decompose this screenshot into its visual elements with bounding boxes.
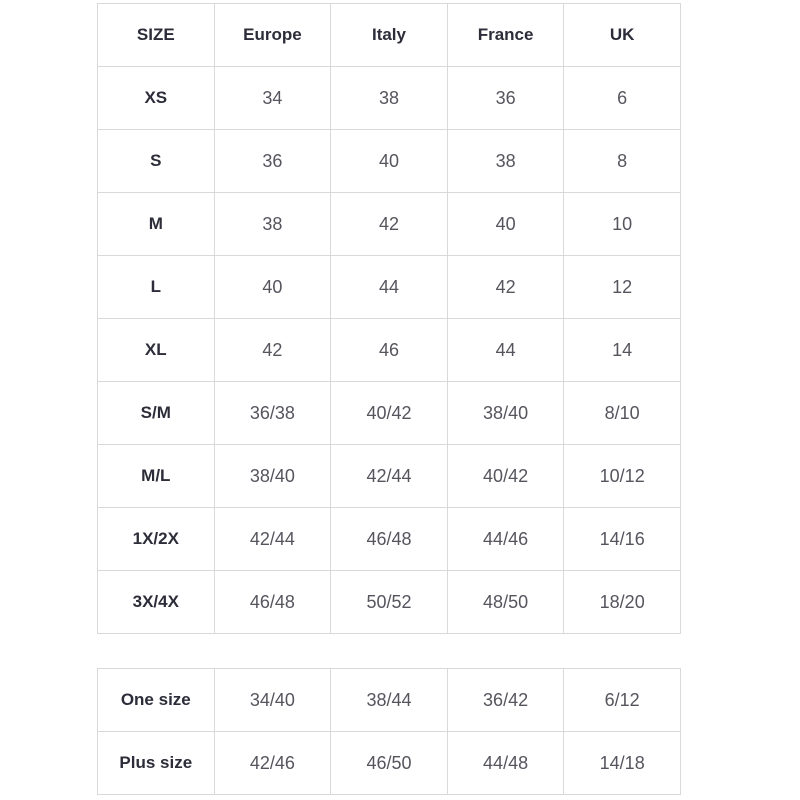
table-row [98,193,681,256]
column-header: UK [564,4,681,67]
size-value: 42 [331,193,448,256]
column-header: Europe [214,4,331,67]
size-value: 44/46 [447,508,564,571]
column-header: SIZE [98,4,215,67]
size-value: 36/38 [214,382,331,445]
size-value: 6 [564,67,681,130]
size-value: 40/42 [331,382,448,445]
size-value: 12 [564,256,681,319]
size-value: 46/50 [331,732,448,795]
size-label: M/L [98,445,215,508]
size-value: 40 [331,130,448,193]
size-label: 1X/2X [98,508,215,571]
table-row [98,445,681,508]
table-row [98,319,681,382]
size-label: XL [98,319,215,382]
table-row [98,508,681,571]
size-value: 14/16 [564,508,681,571]
header-row [98,4,681,67]
size-value: 42/46 [214,732,331,795]
size-value: 10/12 [564,445,681,508]
size-value: 38/40 [214,445,331,508]
size-label: S/M [98,382,215,445]
size-value: 8 [564,130,681,193]
size-value: 44/48 [447,732,564,795]
size-value: 40/42 [447,445,564,508]
table-row [98,382,681,445]
size-value: 42 [447,256,564,319]
size-value: 18/20 [564,571,681,634]
column-header: Italy [331,4,448,67]
size-value: 38 [447,130,564,193]
table-gap [0,634,800,668]
size-value: 42 [214,319,331,382]
size-value: 46 [331,319,448,382]
size-label: 3X/4X [98,571,215,634]
size-value: 46/48 [331,508,448,571]
size-value: 36 [214,130,331,193]
size-value: 8/10 [564,382,681,445]
size-value: 34/40 [214,669,331,732]
size-label: Plus size [98,732,215,795]
size-value: 36 [447,67,564,130]
size-value: 10 [564,193,681,256]
size-value: 36/42 [447,669,564,732]
size-value: 40 [214,256,331,319]
size-value: 44 [447,319,564,382]
size-value: 14 [564,319,681,382]
special-sizes-table [97,668,681,795]
table-row [98,732,681,795]
size-value: 38 [214,193,331,256]
size-value: 38/44 [331,669,448,732]
size-value: 42/44 [331,445,448,508]
size-value: 46/48 [214,571,331,634]
table-row [98,571,681,634]
size-label: XS [98,67,215,130]
size-label: L [98,256,215,319]
size-value: 14/18 [564,732,681,795]
size-value: 48/50 [447,571,564,634]
table-row [98,669,681,732]
size-label: S [98,130,215,193]
size-label: M [98,193,215,256]
table-row [98,130,681,193]
size-value: 38/40 [447,382,564,445]
column-header: France [447,4,564,67]
size-value: 50/52 [331,571,448,634]
size-value: 34 [214,67,331,130]
size-conversion-table [97,3,681,634]
table-row [98,256,681,319]
size-value: 40 [447,193,564,256]
size-value: 44 [331,256,448,319]
table-row [98,67,681,130]
size-label: One size [98,669,215,732]
size-value: 38 [331,67,448,130]
size-value: 42/44 [214,508,331,571]
size-value: 6/12 [564,669,681,732]
